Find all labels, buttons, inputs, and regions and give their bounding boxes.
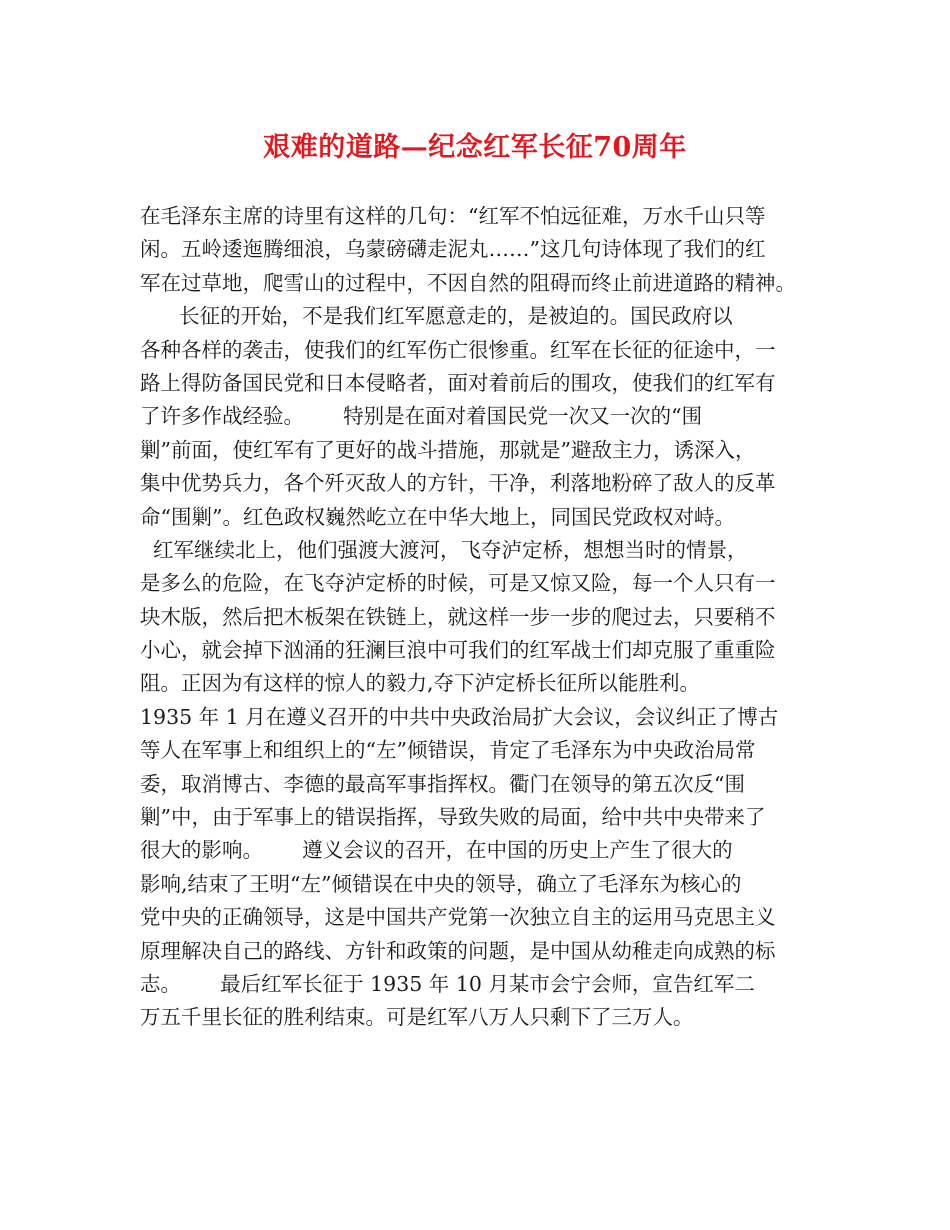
text-line: 路上得防备国民党和日本侵略者，面对着前后的围攻，使我们的红军有 [140,370,776,395]
text-line: 是多么的危险，在飞夺泸定桥的时候，可是又惊又险，每一个人只有一 [140,571,776,596]
text-line: 1935 年 1 月在遵义召开的中共中央政治局扩大会议，会议纠正了博古 [140,704,779,729]
text-line: 各种各样的袭击，使我们的红军伤亡很惨重。红军在长征的征途中，一 [140,337,776,362]
text-line: 剿”中，由于军事上的错误指挥，导致失败的局面，给中共中央带来了 [140,805,766,830]
document-title: 艰难的道路—纪念红军长征70周年 [263,132,687,163]
text-line: 了许多作战经验。 特别是在面对着国民党一次又一次的“围 [140,404,703,429]
text-line: 很大的影响。 遵义会议的召开，在中国的历史上产生了很大的 [140,838,733,863]
text-line: 命“围剿”。红色政权巍然屹立在中华大地上，同国民党政权对峙。 [140,504,735,529]
text-line: 影响,结束了王明“左”倾错误在中央的领导，确立了毛泽东为核心的 [140,871,742,896]
text-line: 块木版，然后把木板架在铁链上，就这样一步一步的爬过去，只要稍不 [140,604,776,629]
text-line: 党中央的正确领导，这是中国共产党第一次独立自主的运用马克思主义 [140,905,776,930]
text-line: 军在过草地，爬雪山的过程中，不因自然的阻碍而终止前进道路的精神。 [140,270,796,295]
text-line: 等人在军事上和组织上的“左”倾错误，肯定了毛泽东为中央政治局常 [140,738,756,763]
document-body [140,200,820,1035]
text-line: 在毛泽东主席的诗里有这样的几句：“红军不怕远征难，万水千山只等 [140,204,766,228]
text-line: 闲。五岭逶迤腾细浪，乌蒙磅礴走泥丸……”这几句诗体现了我们的红 [140,237,766,262]
text-line: 长征的开始，不是我们红军愿意走的，是被迫的。国民政府以 [140,304,733,329]
text-line: 万五千里长征的胜利结束。可是红军八万人只剩下了三万人。 [140,1005,694,1030]
text-line: 志。 最后红军长征于 1935 年 10 月某市会宁会师，宣告红军二 [140,971,755,996]
text-line: 红军继续北上，他们强渡大渡河，飞夺泸定桥，想想当时的情景， [140,537,748,562]
text-line: 委，取消博古、李德的最高军事指挥权。衢门在领导的第五次反“围 [140,771,745,796]
text-line: 原理解决自己的路线、方针和政策的问题，是中国从幼稚走向成熟的标 [140,938,776,963]
text-line: 剿”前面，使红军有了更好的战斗措施，那就是”避敌主力，诱深入， [140,437,756,462]
text-line: 阻。正因为有这样的惊人的毅力,夺下泸定桥长征所以能胜利。 [140,671,701,696]
text-line: 小心，就会掉下汹涌的狂澜巨浪中可我们的红军战士们却克服了重重险 [140,638,776,663]
text-line: 集中优势兵力，各个歼灭敌人的方针，干净，利落地粉碎了敌人的反革 [140,471,776,496]
